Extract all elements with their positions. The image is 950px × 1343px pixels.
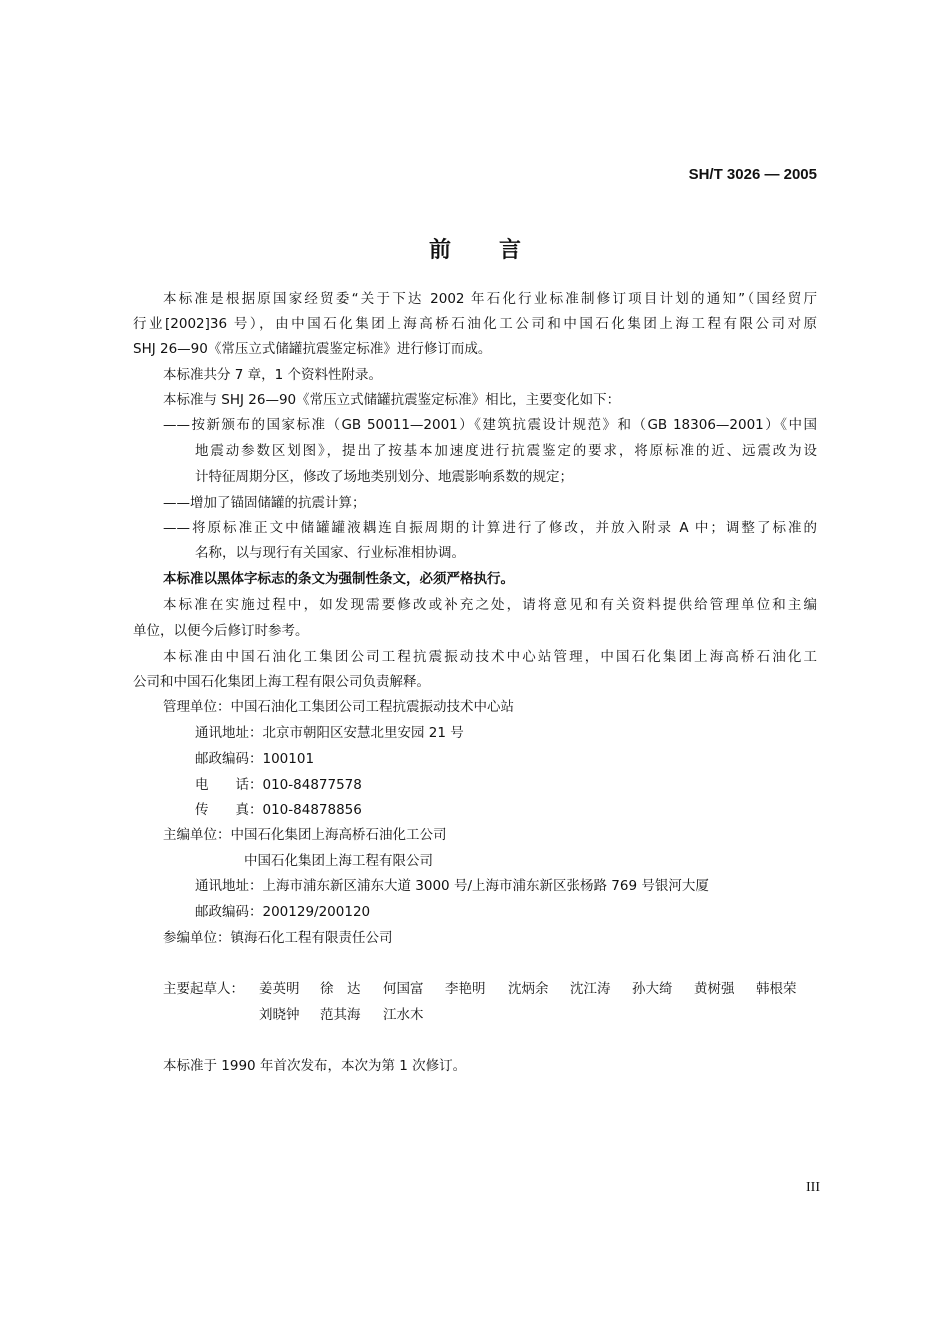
drafter-name: 徐 达	[320, 981, 361, 997]
editor-postcode	[195, 903, 370, 921]
list-item-line: 地震动参数区划图》，提出了按基本加速度进行抗震鉴定的要求，将原标准的近、远震改为设	[195, 443, 817, 459]
paragraph-line: 本标准是根据原国家经贸委“关于下达 2002 年石化行业标准制修订项目计划的通知”（国经贸厅	[163, 291, 817, 307]
paragraph: 本标准与 SHJ 26—90《常压立式储罐抗震鉴定标准》相比，主要变化如下：	[163, 392, 621, 408]
fax-label: 传 真：	[195, 802, 263, 818]
drafter-name: 何国富	[383, 981, 424, 997]
drafter-name: 江水木	[383, 1007, 424, 1023]
standard-code: SH/T 3026 — 2005	[688, 166, 817, 183]
management-phone	[195, 776, 362, 794]
postcode-value: 200129/200120	[262, 904, 371, 920]
drafter-name: 黄树强	[694, 981, 735, 997]
phone-value: 010-84877578	[262, 777, 362, 793]
management-address	[195, 724, 464, 742]
drafters-label: 主要起草人：	[163, 981, 244, 997]
management-postcode	[195, 750, 314, 768]
participant-unit	[163, 929, 393, 947]
drafter-name: 范其海	[320, 1007, 361, 1023]
editor-label: 主编单位：	[163, 827, 231, 843]
participant-name: 镇海石化工程有限责任公司	[230, 930, 393, 946]
paragraph-line: 行业[2002]36 号），由中国石化集团上海高桥石油化工公司和中国石化集团上海工程有限公司对原	[133, 316, 817, 332]
address-value: 上海市浦东新区浦东大道 3000 号/上海市浦东新区张杨路 769 号银河大厦	[262, 878, 709, 894]
phone-label: 电 话：	[195, 777, 263, 793]
address-label: 通讯地址：	[195, 878, 263, 894]
management-label: 管理单位：	[163, 699, 231, 715]
list-item-line: ——将原标准正文中储罐罐液耦连自振周期的计算进行了修改，并放入附录 A 中；调整了标准的	[163, 520, 817, 536]
address-label: 通讯地址：	[195, 725, 263, 741]
address-value: 北京市朝阳区安慧北里安园 21 号	[262, 725, 464, 741]
editor-address	[195, 877, 709, 895]
management-fax	[195, 801, 362, 819]
list-item: ——增加了锚固储罐的抗震计算；	[163, 495, 366, 511]
list-item-line: 名称，以与现行有关国家、行业标准相协调。	[195, 545, 465, 561]
paragraph-line: 单位，以便今后修订时参考。	[133, 623, 309, 639]
revision-note: 本标准于 1990 年首次发布，本次为第 1 次修订。	[163, 1058, 467, 1074]
mandatory-note: 本标准以黑体字标志的条文为强制性条文，必须严格执行。	[163, 571, 514, 587]
drafter-name: 姜英明	[259, 981, 300, 997]
editor-name: 中国石化集团上海高桥石油化工公司	[230, 827, 447, 843]
postcode-label: 邮政编码：	[195, 904, 263, 920]
paragraph: 本标准共分 7 章，1 个资料性附录。	[163, 367, 383, 383]
drafter-name: 沈炳余	[508, 981, 549, 997]
list-item-line: ——按新颁布的国家标准（GB 50011—2001）《建筑抗震设计规范》和（GB 18306—2001）《中国	[163, 417, 817, 433]
paragraph-line: 本标准由中国石油化工集团公司工程抗震振动技术中心站管理，中国石化集团上海高桥石油化工	[163, 649, 817, 665]
paragraph-line: SHJ 26—90《常压立式储罐抗震鉴定标准》进行修订而成。	[133, 341, 492, 357]
management-unit	[163, 698, 514, 716]
drafter-name: 刘晓钟	[259, 1007, 300, 1023]
participant-label: 参编单位：	[163, 930, 231, 946]
editor-unit	[163, 826, 447, 844]
page-number: III	[806, 1180, 820, 1195]
drafter-name: 韩根荣	[756, 981, 797, 997]
postcode-label: 邮政编码：	[195, 751, 263, 767]
management-name: 中国石油化工集团公司工程抗震振动技术中心站	[230, 699, 514, 715]
editor-name-2: 中国石化集团上海工程有限公司	[244, 853, 433, 869]
drafter-name: 沈江涛	[570, 981, 611, 997]
page-title: 前言	[428, 238, 569, 263]
list-item-line: 计特征周期分区，修改了场地类别划分、地震影响系数的规定；	[195, 469, 573, 485]
paragraph-line: 本标准在实施过程中，如发现需要修改或补充之处，请将意见和有关资料提供给管理单位和主编	[163, 597, 817, 613]
drafter-name: 孙大绮	[632, 981, 673, 997]
paragraph-line: 公司和中国石化集团上海工程有限公司负责解释。	[133, 674, 430, 690]
postcode-value: 100101	[262, 751, 315, 767]
drafter-name: 李艳明	[445, 981, 486, 997]
fax-value: 010-84878856	[262, 802, 362, 818]
